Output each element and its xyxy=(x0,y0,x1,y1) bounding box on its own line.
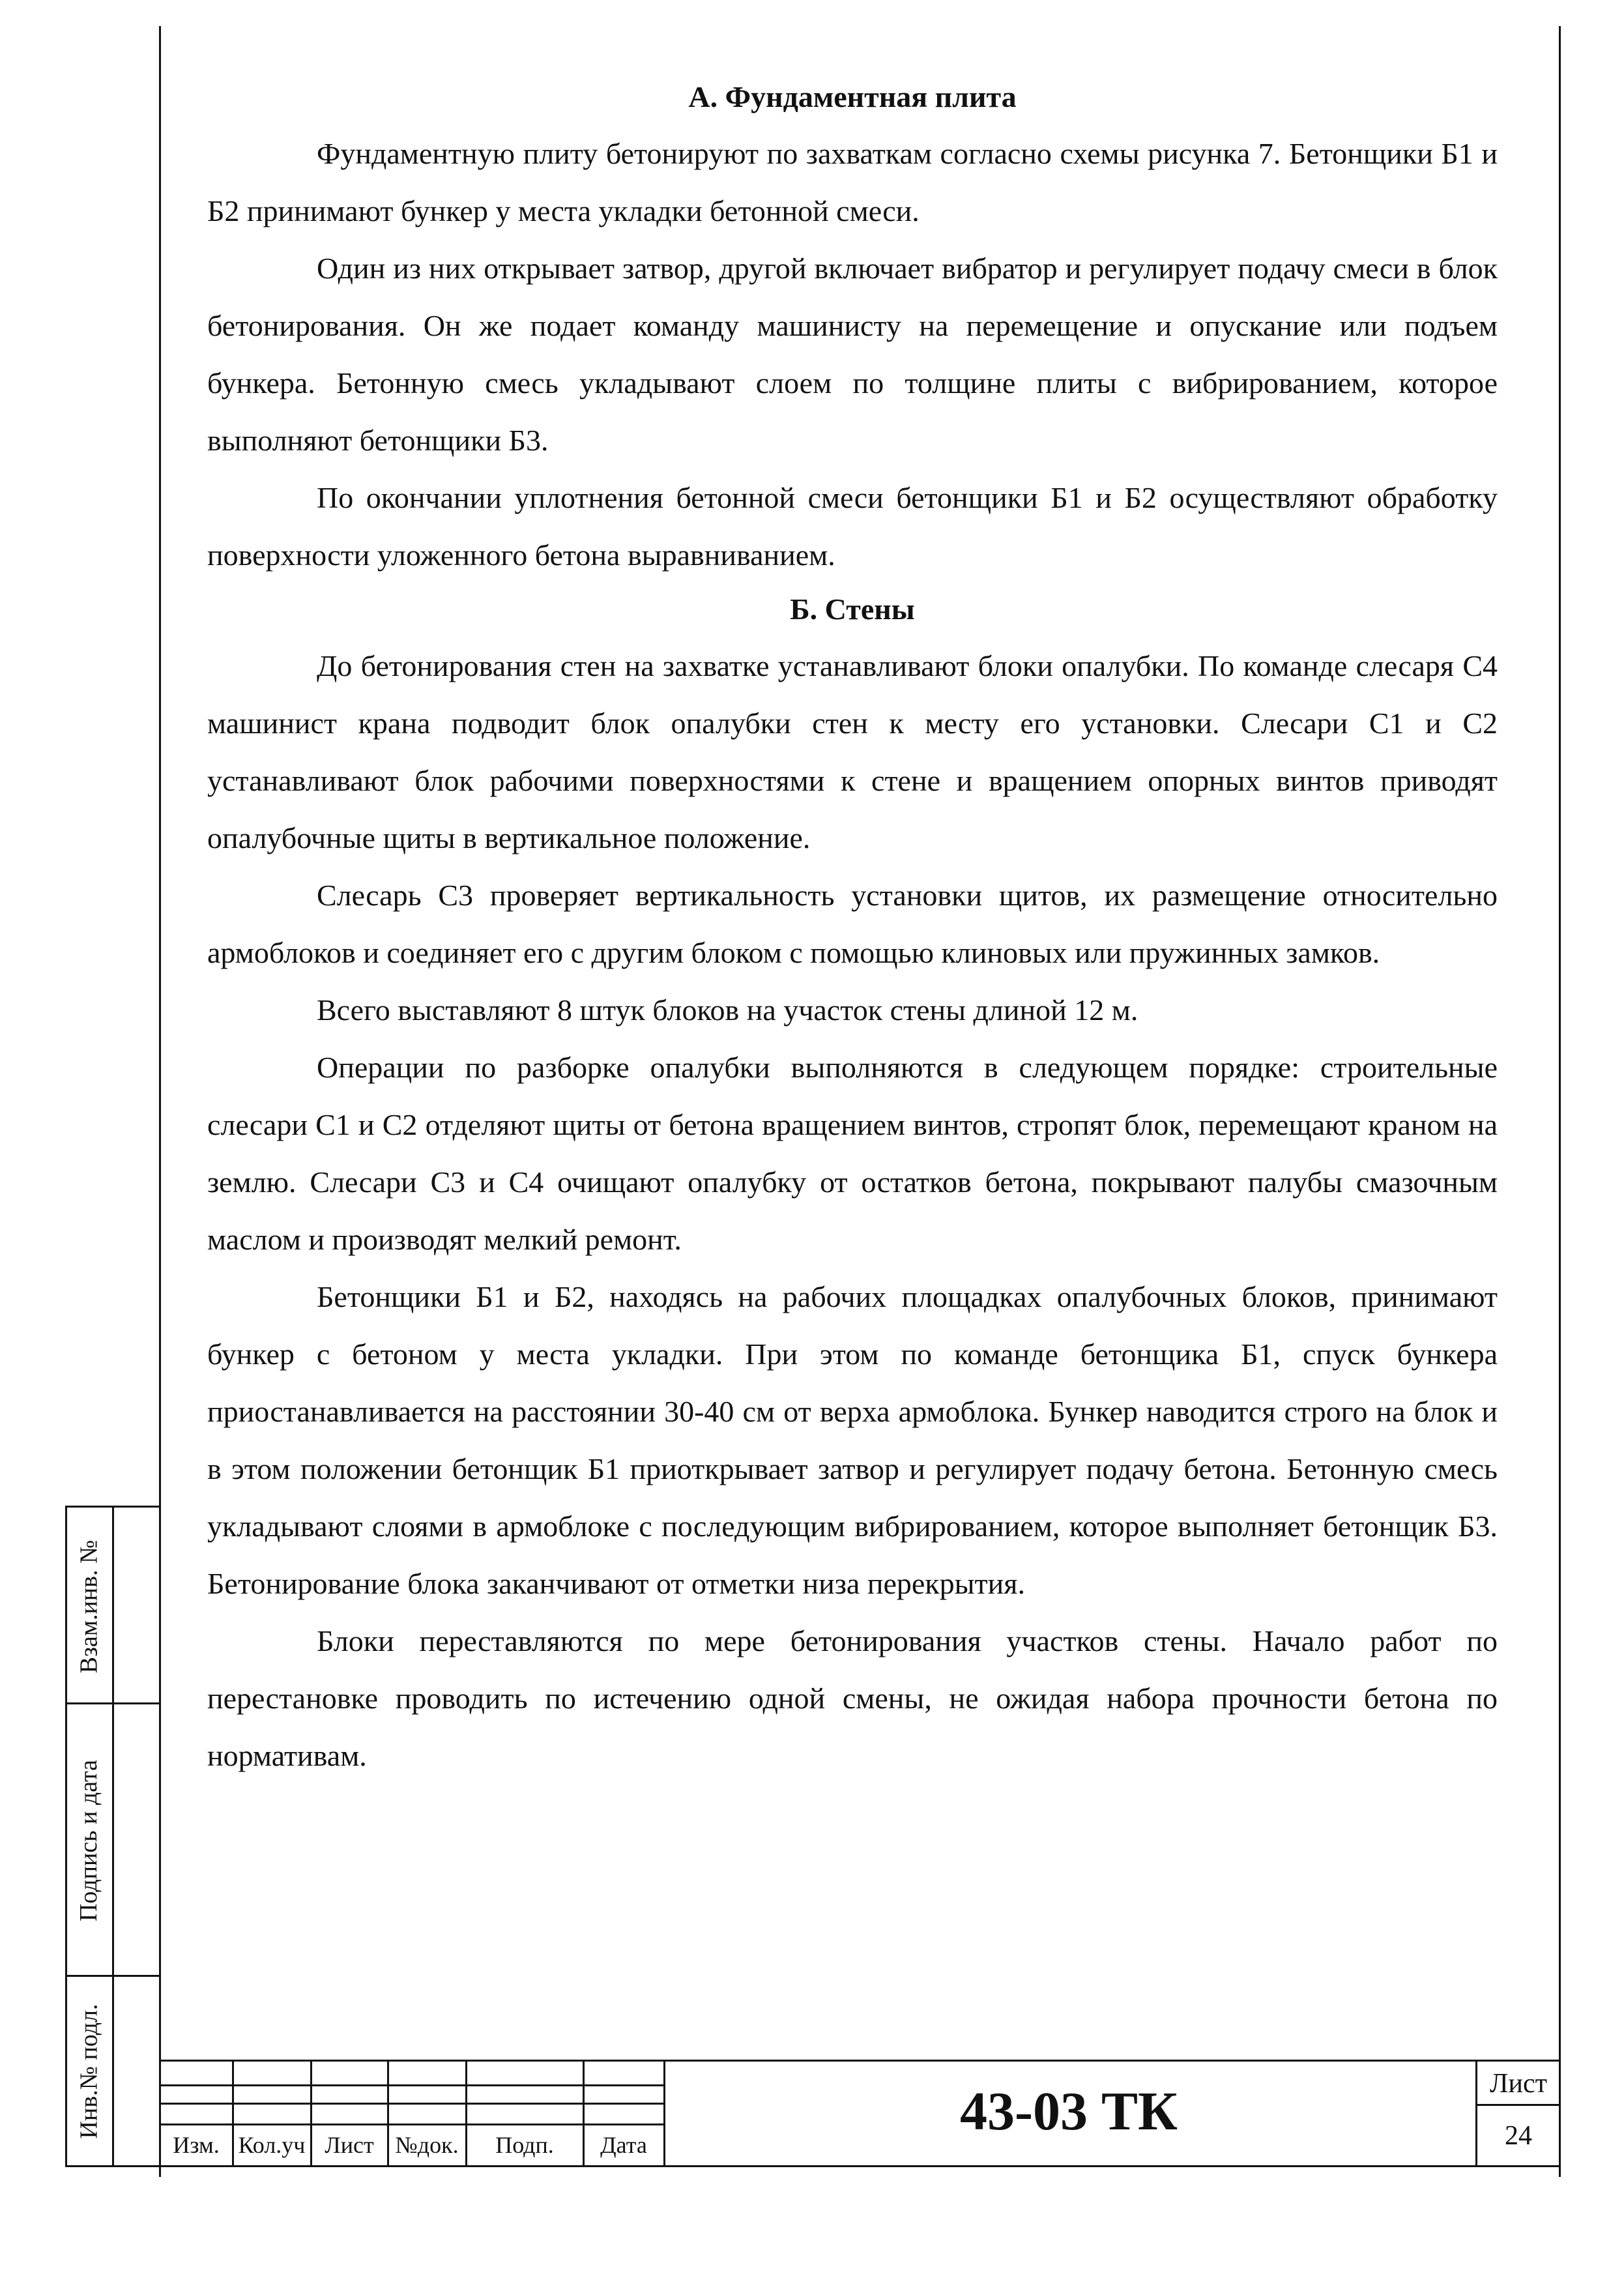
frame-right-line xyxy=(1559,26,1561,2177)
col-list: Лист xyxy=(325,2132,374,2158)
section-walls xyxy=(207,589,1498,1785)
col-izm: Изм. xyxy=(173,2132,220,2158)
sheet-box-line xyxy=(1475,2060,1477,2167)
col-ndok: №док. xyxy=(395,2132,459,2158)
paragraph: Всего выставляют 8 штук блоков на участок стены длиной 12 м. xyxy=(317,993,1138,1027)
paragraph: Фундаментную плиту бетонируют по захваткам согласно схемы рисунка 7. Бетонщики Б1 и Б2 принимают бункер у места укладки бетонной смеси. xyxy=(207,137,1498,227)
title-block-top-line xyxy=(159,2060,1560,2062)
sheet-number: 24 xyxy=(1505,2121,1532,2151)
side-stamp-row-line xyxy=(65,1702,160,1704)
side-stamp-podpis-data: Подпись и дата xyxy=(75,1759,103,1922)
document-code: 43-03 ТК xyxy=(960,2080,1178,2142)
side-stamp-outer-line xyxy=(65,1506,67,2167)
col-podp: Подп. xyxy=(495,2132,554,2158)
paragraph: Блоки переставляются по мере бетонирования участков стены. Начало работ по перестановке проводить по истечению одной смены, не ожидая набора прочности бетона по нормативам. xyxy=(207,1624,1498,1772)
side-stamp-vzam-inv: Взам.инв. № xyxy=(75,1539,103,1674)
title-block-row-line xyxy=(159,2103,665,2105)
paragraph: Слесарь С3 проверяет вертикальность установки щитов, их размещение относительно армоблоков и соединяет его с другим блоком с помощью клиновых или пружинных замков. xyxy=(207,879,1498,969)
side-stamp-inner-line xyxy=(112,1506,114,2167)
title-block-row-line xyxy=(159,2084,665,2086)
side-stamp-inv-podl: Инв.№ подл. xyxy=(75,2004,103,2139)
sheet-divider-line xyxy=(1475,2104,1560,2106)
document-body xyxy=(207,72,1498,1785)
side-stamp-row-line xyxy=(65,1506,160,1508)
paragraph: Операции по разборке опалубки выполняются в следующем порядке: строительные слесари С1 и С2 отделяют щиты от бетона вращением винтов, стропят блок, перемещают краном на землю. Слесари С3 и С4 очищают опалубку от остатков бетона, покрывают палубы смазочным маслом и производят мелкий ремонт. xyxy=(207,1051,1498,1256)
section-heading: Б. Стены xyxy=(790,592,915,626)
paragraph: Бетонщики Б1 и Б2, находясь на рабочих площадках опалубочных блоков, принимают бункер с бетоном у места укладки. При этом по команде бетонщика Б1, спуск бункера приостанавливается на расстоянии 30-40 см от верха армоблока. Бункер наводится строго на блок и в этом положении бетонщик Б1 приоткрывает затвор и регулирует подачу бетона. Бетонную смесь укладывают слоями в армоблоке с последующим вибрированием, которое выполняет бетонщик Б3. Бетонирование блока заканчивают от отметки низа перекрытия. xyxy=(207,1280,1498,1600)
paragraph: Один из них открывает затвор, другой включает вибратор и регулирует подачу смеси в блок бетонирования. Он же подает команду машинисту на перемещение и опускание или подъем бункера. Бетонную смесь укладывают слоем по толщине плиты с вибрированием, которое выполняют бетонщики Б3. xyxy=(207,252,1498,457)
frame-left-line xyxy=(159,26,161,2177)
sheet-label: Лист xyxy=(1490,2069,1547,2099)
col-kol-uch: Кол.уч xyxy=(238,2132,306,2158)
section-heading: А. Фундаментная плита xyxy=(688,80,1017,113)
side-stamp-row-line xyxy=(65,1975,160,1977)
paragraph: До бетонирования стен на захватке устанавливают блоки опалубки. По команде слесаря С4 машинист крана подводит блок опалубки стен к месту его установки. Слесари С1 и С2 устанавливают блок рабочими поверхностями к стене и вращением опорных винтов приводят опалубочные щиты в вертикальное положение. xyxy=(207,649,1498,854)
section-foundation-slab xyxy=(207,77,1498,584)
col-data: Дата xyxy=(600,2132,647,2158)
paragraph: По окончании уплотнения бетонной смеси бетонщики Б1 и Б2 осуществляют обработку поверхности уложенного бетона выравниванием. xyxy=(207,481,1498,572)
